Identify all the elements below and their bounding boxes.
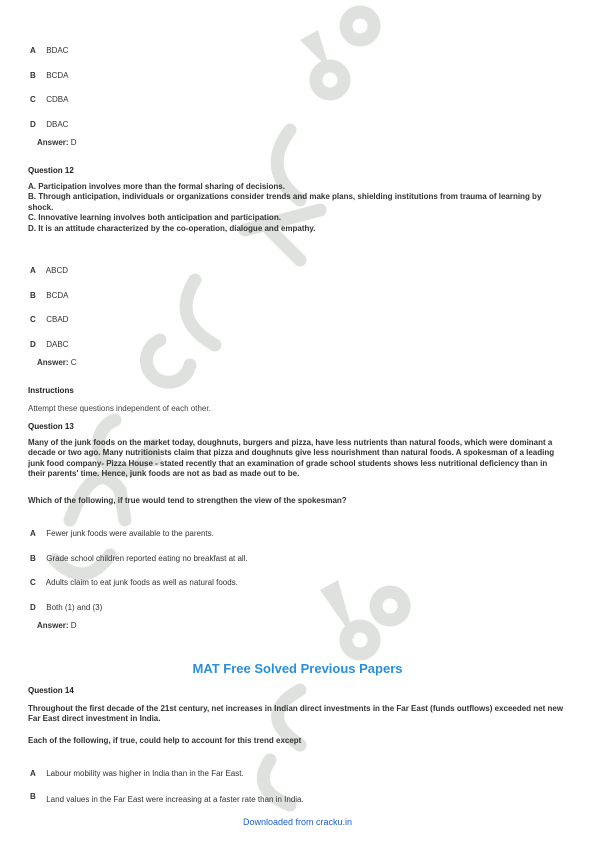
q12-statements bbox=[28, 182, 558, 234]
option-text: BDAC bbox=[46, 46, 69, 55]
q12-heading: Question 12 bbox=[28, 166, 74, 175]
q13-option-d[interactable] bbox=[30, 603, 102, 612]
option-text: CBAD bbox=[46, 315, 69, 324]
q11-option-c[interactable] bbox=[30, 95, 68, 104]
option-letter: B bbox=[30, 71, 36, 80]
footer-download-link[interactable]: Downloaded from cracku.in bbox=[242, 817, 353, 827]
q12-statement-c: C. Innovative learning involves both anticipation and participation. bbox=[28, 213, 281, 223]
q13-question: Which of the following, if true would tend to strengthen the view of the spokesman? bbox=[28, 496, 347, 505]
q12-option-c[interactable] bbox=[30, 315, 68, 324]
option-text: Adults claim to eat junk foods as well as natural foods. bbox=[45, 578, 238, 587]
q12-statement-d: D. It is an attitude characterized by the co-operation, dialogue and empathy. bbox=[28, 223, 316, 233]
q12-statement-a: A. Participation involves more than the formal sharing of decisions. bbox=[28, 182, 285, 191]
option-letter: C bbox=[30, 578, 36, 587]
q11-option-b[interactable] bbox=[30, 71, 68, 80]
q14-option-b[interactable] bbox=[30, 792, 304, 804]
answer-label: Answer: bbox=[37, 138, 69, 147]
answer-value: C bbox=[70, 358, 77, 367]
option-letter: D bbox=[30, 340, 36, 349]
q11-answer bbox=[37, 138, 77, 147]
instructions-text: Attempt these questions independent of each other. bbox=[28, 404, 211, 413]
q13-option-c[interactable] bbox=[30, 578, 238, 587]
mat-papers-link[interactable]: MAT Free Solved Previous Papers bbox=[192, 661, 403, 676]
option-text: BCDA bbox=[46, 291, 69, 300]
option-text: Land values in the Far East were increasing at a faster rate than in India. bbox=[46, 795, 304, 804]
q13-option-b[interactable] bbox=[30, 554, 248, 563]
option-text: CDBA bbox=[46, 95, 69, 104]
option-text: DBAC bbox=[46, 120, 69, 129]
answer-value: D bbox=[70, 621, 77, 630]
answer-label: Answer: bbox=[37, 621, 69, 630]
q14-question: Each of the following, if true, could help to account for this trend except bbox=[28, 736, 302, 745]
q14-heading: Question 14 bbox=[28, 686, 74, 695]
option-letter: C bbox=[30, 315, 36, 324]
option-letter: A bbox=[30, 266, 36, 275]
answer-label: Answer: bbox=[37, 358, 69, 367]
q14-option-a[interactable] bbox=[30, 769, 244, 778]
q11-option-a[interactable] bbox=[30, 46, 68, 55]
option-letter: D bbox=[30, 603, 36, 612]
option-text: Fewer junk foods were available to the parents. bbox=[46, 529, 214, 538]
option-text: Labour mobility was higher in India than in the Far East. bbox=[46, 769, 244, 778]
q14-passage: Throughout the first decade of the 21st century, net increases in Indian direct investments in the Far East (funds outflows) exceeded net new Far East direct investment in India. bbox=[28, 704, 564, 724]
q12-statement-b: B. Through anticipation, individuals or organizations consider trends and make plans, shielding institutions from trauma of learning by shock. bbox=[28, 192, 542, 212]
q13-option-a[interactable] bbox=[30, 529, 214, 538]
option-text: Grade school children reported eating no breakfast at all. bbox=[46, 554, 248, 563]
q11-option-d[interactable] bbox=[30, 120, 68, 129]
option-letter: B bbox=[30, 792, 36, 801]
option-letter: B bbox=[30, 291, 36, 300]
option-letter: A bbox=[30, 529, 36, 538]
q13-passage: Many of the junk foods on the market today, doughnuts, burgers and pizza, have less nutrients than natural foods, which were dominant a decade or two ago. Many nutritionists claim that pizza and doughnuts give less nourishment than natural foods. A spokesman of a leading junk food company- Pizza House - stated recently that an examination of grade school students shows less nutritional deficiency than in their parents' time. Hence, junk foods are not as bad as made out to be. bbox=[28, 438, 555, 479]
option-text: ABCD bbox=[45, 266, 69, 275]
q12-option-b[interactable] bbox=[30, 291, 68, 300]
q12-option-a[interactable] bbox=[30, 266, 68, 275]
answer-value: D bbox=[70, 138, 77, 147]
q12-option-d[interactable] bbox=[30, 340, 68, 349]
option-text: BCDA bbox=[46, 71, 69, 80]
instructions-heading: Instructions bbox=[28, 386, 74, 395]
option-text: Both (1) and (3) bbox=[46, 603, 103, 612]
q13-answer bbox=[37, 621, 77, 630]
q12-answer bbox=[37, 358, 77, 367]
option-text: DABC bbox=[46, 340, 69, 349]
option-letter: A bbox=[30, 46, 36, 55]
option-letter: A bbox=[30, 769, 36, 778]
option-letter: C bbox=[30, 95, 36, 104]
q13-heading: Question 13 bbox=[28, 422, 74, 431]
option-letter: B bbox=[30, 554, 36, 563]
option-letter: D bbox=[30, 120, 36, 129]
